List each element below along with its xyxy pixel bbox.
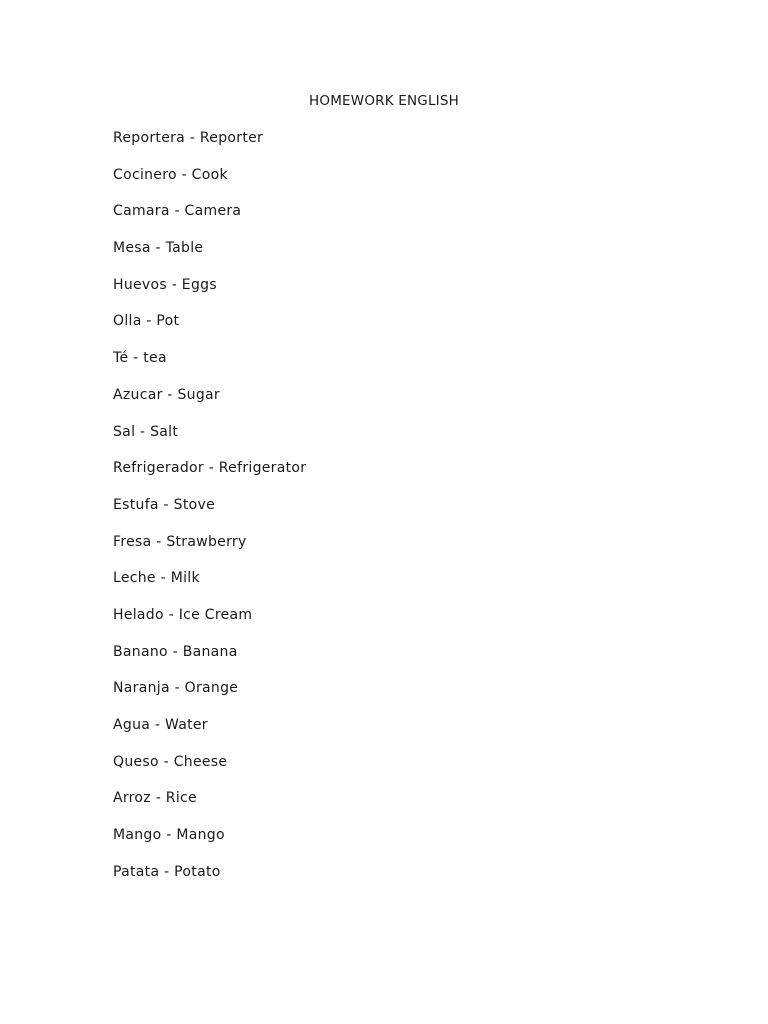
vocabulary-item: Refrigerador - Refrigerator <box>113 460 307 477</box>
vocabulary-item: Sal - Salt <box>113 423 179 440</box>
vocabulary-item: Banano - Banana <box>113 643 238 660</box>
vocabulary-item: Agua - Water <box>113 717 208 733</box>
vocabulary-item: Fresa - Strawberry <box>113 533 247 550</box>
document-title: HOMEWORK ENGLISH <box>309 93 459 109</box>
vocabulary-item: Cocinero - Cook <box>113 166 228 183</box>
vocabulary-item: Reportera - Reporter <box>113 130 264 146</box>
vocabulary-item: Olla - Pot <box>113 313 180 330</box>
vocabulary-item: Helado - Ice Cream <box>113 606 253 623</box>
vocabulary-item: Té - tea <box>113 350 167 367</box>
vocabulary-item: Patata - Potato <box>113 863 221 880</box>
vocabulary-item: Huevos - Eggs <box>113 276 217 293</box>
vocabulary-item: Queso - Cheese <box>113 753 228 770</box>
vocabulary-item: Estufa - Stove <box>113 496 216 513</box>
vocabulary-item: Azucar - Sugar <box>113 386 220 403</box>
vocabulary-item: Arroz - Rice <box>113 790 197 807</box>
vocabulary-item: Leche - Milk <box>113 570 200 587</box>
vocabulary-item: Mango - Mango <box>113 827 225 844</box>
vocabulary-item: Camara - Camera <box>113 203 242 220</box>
vocabulary-list <box>113 128 306 898</box>
vocabulary-item: Naranja - Orange <box>113 680 239 697</box>
vocabulary-item: Mesa - Table <box>113 240 204 257</box>
